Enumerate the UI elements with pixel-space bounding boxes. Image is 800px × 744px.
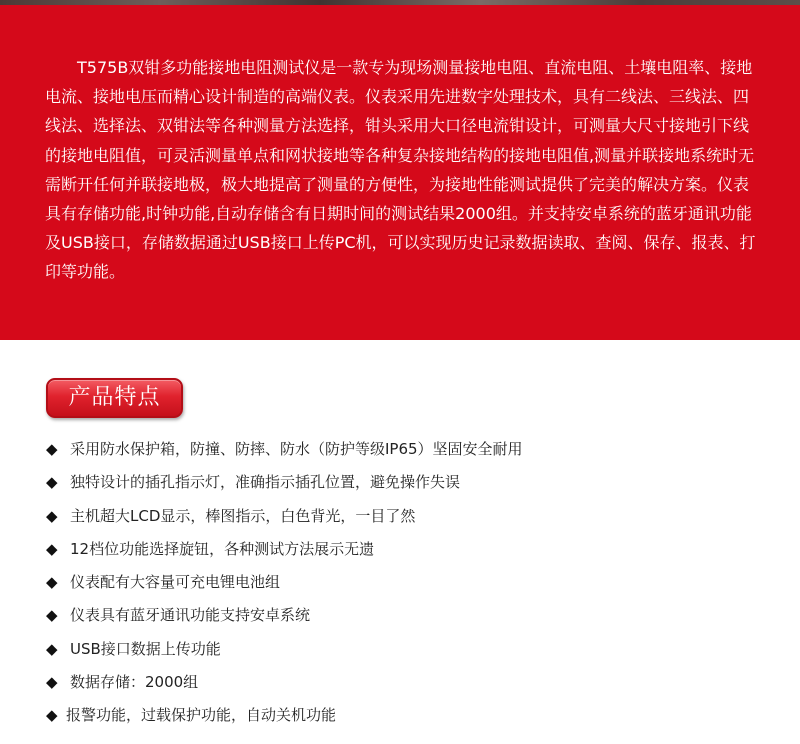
product-intro-text: T575B双钳多功能接地电阻测试仪是一款专为现场测量接地电阻、直流电阻、土壤电阻率、接地电流、接地电压而精心设计制造的高端仪表。仪表采用先进数字处理技术，具有二线法、三线法、四线法、选择法、双钳法等各种测量方法选择，钳头采用大口径电流钳设计，可测量大尺寸接地引下线的接地电阻值，可灵活测量单点和网状接地等各种复杂接地结构的接地电阻值,测量并联接地系统时无需断开任何并联接地极，极大地提高了测量的方便性，为接地性能测试提供了完美的解决方案。仪表具有存储功能,时钟功能,自动存储含有日期时间的测试结果2000组。并支持安卓系统的蓝牙通讯功能及USB接口，存储数据通过USB接口上传PC机，可以实现历史记录数据读取、查阅、保存、报表、打印等功能。 bbox=[45, 58, 756, 282]
list-item bbox=[46, 633, 523, 666]
list-item bbox=[46, 433, 523, 466]
feature-text: 仪表具有蓝牙通讯功能支持安卓系统 bbox=[70, 606, 311, 625]
diamond-bullet-icon: ◆ bbox=[46, 473, 58, 492]
diamond-bullet-icon: ◆ bbox=[46, 573, 58, 592]
list-item bbox=[46, 566, 523, 599]
diamond-bullet-icon: ◆ bbox=[46, 440, 58, 458]
section-title-badge bbox=[46, 378, 183, 418]
list-item bbox=[46, 666, 523, 699]
feature-text: 独特设计的插孔指示灯，准确指示插孔位置，避免操作失误 bbox=[70, 473, 461, 492]
diamond-bullet-icon: ◆ bbox=[46, 706, 58, 725]
list-item bbox=[46, 466, 523, 499]
list-item bbox=[46, 500, 523, 533]
section-title: 产品特点 bbox=[68, 385, 161, 410]
feature-text: 报警功能，过载保护功能，自动关机功能 bbox=[66, 706, 337, 725]
feature-text: 主机超大LCD显示，棒图指示，白色背光，一目了然 bbox=[70, 506, 416, 525]
diamond-bullet-icon: ◆ bbox=[46, 673, 58, 692]
list-item bbox=[46, 533, 523, 566]
feature-list bbox=[46, 433, 523, 733]
feature-text: 采用防水保护箱，防撞、防摔、防水（防护等级IP65）坚固安全耐用 bbox=[70, 440, 523, 458]
feature-text: 仪表配有大容量可充电锂电池组 bbox=[70, 573, 281, 592]
feature-text: 12档位功能选择旋钮，各种测试方法展示无遗 bbox=[70, 539, 375, 558]
diamond-bullet-icon: ◆ bbox=[46, 539, 58, 558]
diamond-bullet-icon: ◆ bbox=[46, 639, 58, 658]
feature-text: USB接口数据上传功能 bbox=[70, 639, 221, 658]
list-item bbox=[46, 699, 523, 732]
feature-text: 数据存储：2000组 bbox=[70, 673, 199, 692]
list-item bbox=[46, 599, 523, 632]
diamond-bullet-icon: ◆ bbox=[46, 606, 58, 625]
diamond-bullet-icon: ◆ bbox=[46, 506, 58, 525]
